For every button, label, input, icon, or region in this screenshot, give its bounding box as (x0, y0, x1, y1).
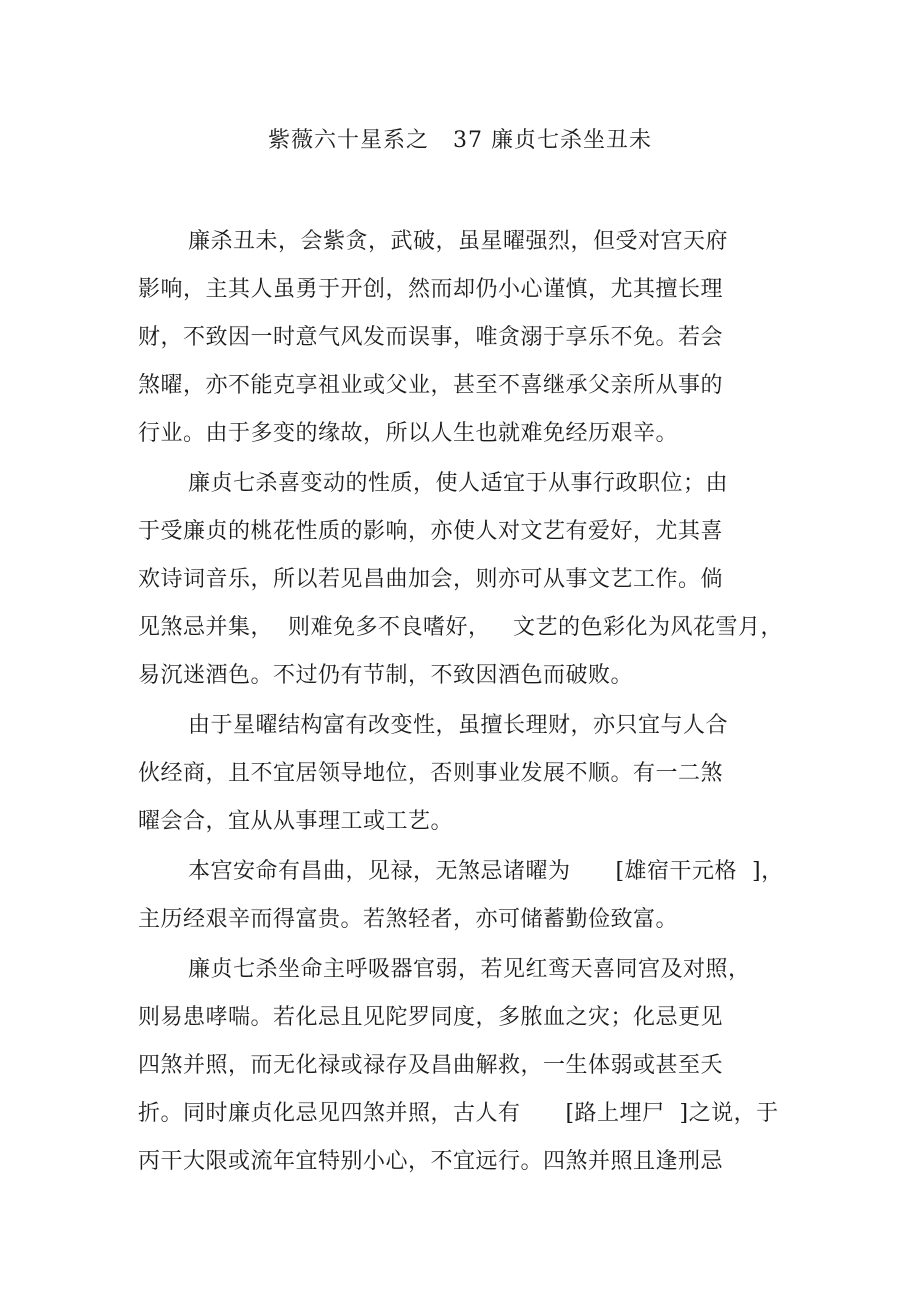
document-title: 紫薇六十星系之 37 廉贞七杀坐丑未 (268, 128, 652, 153)
paragraph-1-line-4: 煞曜，亦不能克享祖业或父业，甚至不喜继承父亲所从事的 (138, 373, 724, 398)
paragraph-5-line-2: 则易患哮喘。若化忌且见陀罗同度，多脓血之灾；化忌更见 (138, 1005, 724, 1030)
paragraph-2-line-5: 易沉迷酒色。不过仍有节制，不致因酒色而破败。 (138, 663, 634, 688)
paragraph-5-line-5: 丙干大限或流年宜特别小心，不宜远行。四煞并照且逢刑忌 (138, 1149, 724, 1174)
paragraph-1-line-2: 影响，主其人虽勇于开创，然而却仍小心谨慎，尤其擅长理 (138, 277, 724, 302)
paragraph-1-line-3: 财，不致因一时意气风发而误事，唯贪溺于享乐不免。若会 (138, 325, 724, 350)
paragraph-3-line-1: 由于星曜结构富有改变性，虽擅长理财，亦只宜与人合 (188, 713, 729, 738)
paragraph-1-line-5: 行业。由于多变的缘故，所以人生也就难免经历艰辛。 (138, 421, 679, 446)
paragraph-2-line-4: 见煞忌并集， 则难免多不良嗜好， 文艺的色彩化为风花雪月， (138, 615, 783, 640)
paragraph-5-line-3: 四煞并照，而无化禄或禄存及昌曲解救，一生体弱或甚至夭 (138, 1053, 724, 1078)
paragraph-3-line-2: 伙经商，且不宜居领导地位，否则事业发展不顺。有一二煞 (138, 761, 724, 786)
paragraph-4-line-2: 主历经艰辛而得富贵。若煞轻者，亦可储蓄勤俭致富。 (138, 907, 679, 932)
paragraph-2-line-2: 于受廉贞的桃花性质的影响，亦使人对文艺有爱好，尤其喜 (138, 519, 724, 544)
paragraph-3-line-3: 曜会合，宜从从事理工或工艺。 (138, 809, 454, 834)
paragraph-4-line-1: 本宫安命有昌曲，见禄，无煞忌诸曜为 [雄宿干元格 ]， (188, 859, 784, 884)
paragraph-2-line-3: 欢诗词音乐，所以若见昌曲加会，则亦可从事文艺工作。倘 (138, 567, 724, 592)
paragraph-5-line-4: 折。同时廉贞化忌见四煞并照，古人有 [路上埋尸 ]之说，于 (138, 1101, 779, 1126)
paragraph-2-line-1: 廉贞七杀喜变动的性质，使人适宜于从事行政职位；由 (188, 471, 729, 496)
paragraph-5-line-1: 廉贞七杀坐命主呼吸器官弱，若见红鸾天喜同宫及对照， (188, 957, 751, 982)
paragraph-1-line-1: 廉杀丑未，会紫贪，武破，虽星曜强烈，但受对宫天府 (188, 229, 729, 254)
